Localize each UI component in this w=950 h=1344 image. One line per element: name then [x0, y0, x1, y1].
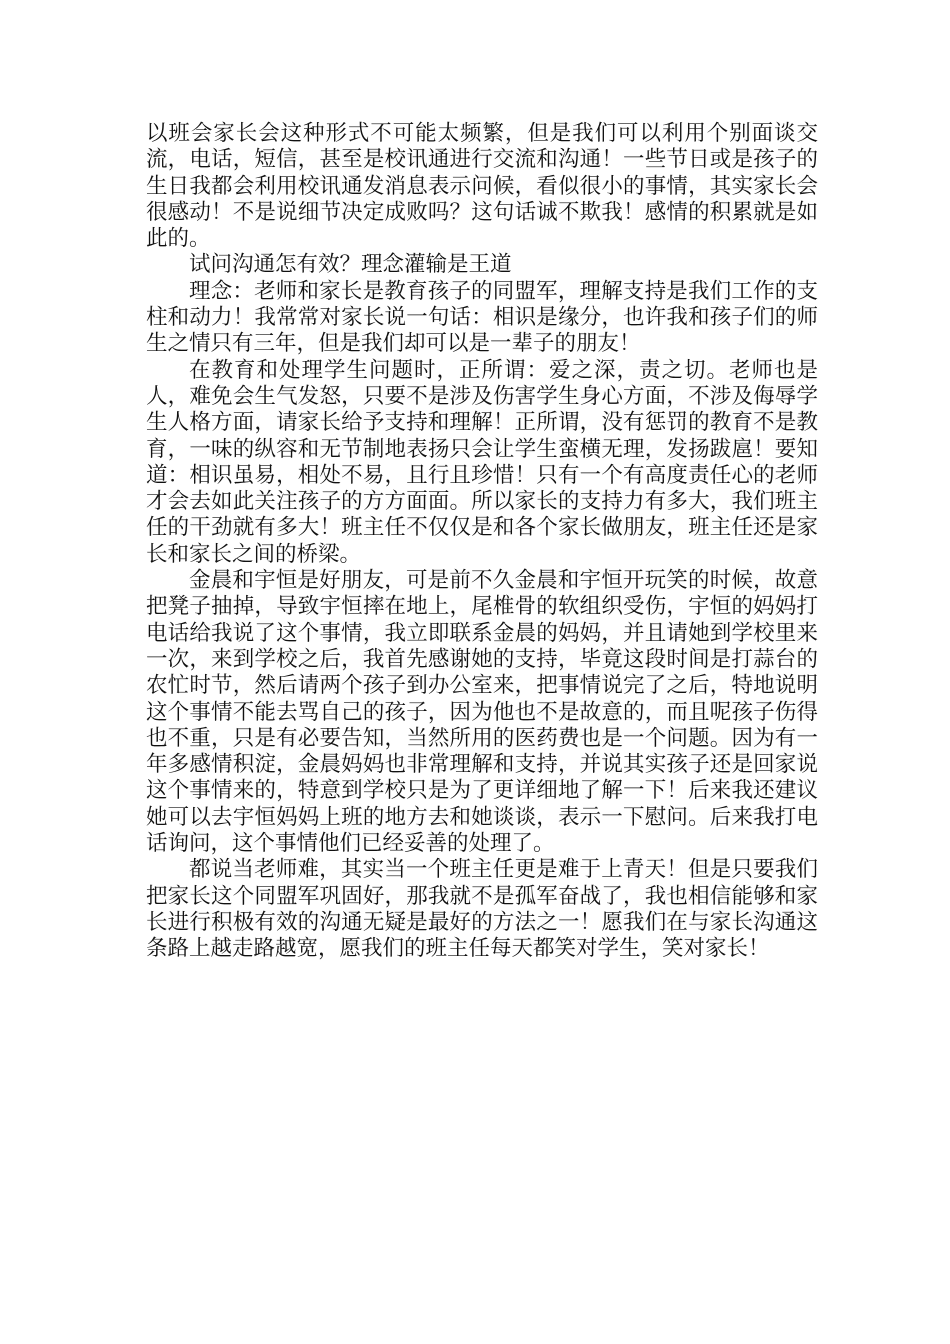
paragraph-philosophy: 理念：老师和家长是教育孩子的同盟军，理解支持是我们工作的支柱和动力！我常常对家长说一句话：相识是缘分，也许我和孩子们的师生之情只有三年，但是我们却可以是一辈子的朋友！: [146, 278, 818, 357]
paragraph-case-story: 金晨和宇恒是好朋友，可是前不久金晨和宇恒开玩笑的时候，故意把凳子抽掉，导致宇恒摔在地上，尾椎骨的软组织受伤，宇恒的妈妈打电话给我说了这个事情，我立即联系金晨的妈妈，并且请她到学校里来一次，来到学校之后，我首先感谢她的支持，毕竟这段时间是打蒜台的农忙时节，然后请两个孩子到办公室来，把事情说完了之后，特地说明这个事情不能去骂自己的孩子，因为他也不是故意的，而且呢孩子伤得也不重，只是有必要告知，当然所用的医药费也是一个问题。因为有一年多感情积淀，金晨妈妈也非常理解和支持，并说其实孩子还是回家说这个事情来的，特意到学校只是为了更详细地了解一下！后来我还建议她可以去宇恒妈妈上班的地方去和她谈谈，表示一下慰问。后来我打电话询问，这个事情他们已经妥善的处理了。: [146, 568, 818, 857]
paragraph-handling-problems: 在教育和处理学生问题时，正所谓：爱之深，责之切。老师也是人，难免会生气发怒，只要不是涉及伤害学生身心方面，不涉及侮辱学生人格方面，请家长给予支持和理解！正所谓，没有惩罚的教育不是教育，一味的纵容和无节制地表扬只会让学生蛮横无理，发扬跋扈！要知道：相识虽易，相处不易，且行且珍惜！只有一个有高度责任心的老师才会去如此关注孩子的方方面面。所以家长的支持力有多大，我们班主任的干劲就有多大！班主任不仅仅是和各个家长做朋友，班主任还是家长和家长之间的桥梁。: [146, 357, 818, 567]
document-page: [146, 121, 818, 963]
paragraph-intro-continuation: 以班会家长会这种形式不可能太频繁，但是我们可以利用个别面谈交流，电话，短信，甚至是校讯通进行交流和沟通！一些节日或是孩子的生日我都会利用校讯通发消息表示问候，看似很小的事情，其实家长会很感动！不是说细节决定成败吗？这句话诚不欺我！感情的积累就是如此的。: [146, 121, 818, 252]
paragraph-conclusion: 都说当老师难，其实当一个班主任更是难于上青天！但是只要我们把家长这个同盟军巩固好，那我就不是孤军奋战了，我也相信能够和家长进行积极有效的沟通无疑是最好的方法之一！愿我们在与家长沟通这条路上越走路越宽，愿我们的班主任每天都笑对学生，笑对家长！: [146, 857, 818, 962]
paragraph-heading-effective-communication: 试问沟通怎有效？理念灌输是王道: [189, 252, 512, 278]
